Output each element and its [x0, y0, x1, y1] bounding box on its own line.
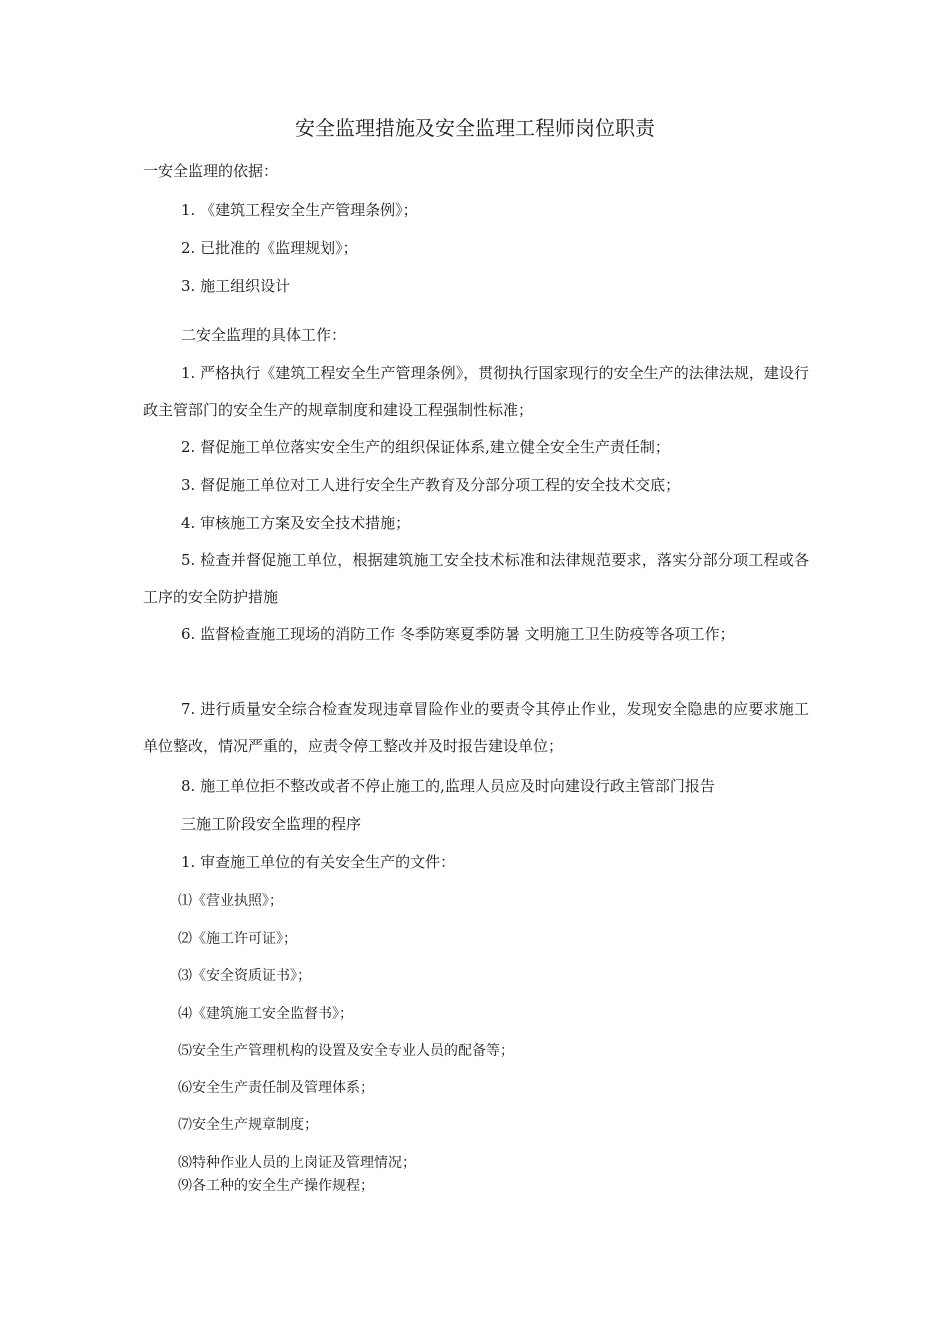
section-3-subitem-7: ⑺安全生产规章制度； [178, 1117, 318, 1133]
section-1-heading: 一安全监理的依据： [143, 162, 279, 180]
section-2-item-6: 6. 监督检查施工现场的消防工作 冬季防寒夏季防暑 文明施工卫生防疫等各项工作； [181, 625, 735, 643]
section-3-subitem-9: ⑼各工种的安全生产操作规程； [178, 1178, 374, 1194]
section-2-item-4: 4. 审核施工方案及安全技术措施； [181, 514, 411, 532]
section-1-item-2: 2. 已批准的《监理规划》； [181, 239, 358, 257]
page-title: 安全监理措施及安全监理工程师岗位职责 [295, 116, 655, 140]
section-3-subitem-1: ⑴《营业执照》； [178, 893, 283, 909]
section-3-subitem-5: ⑸安全生产管理机构的设置及安全专业人员的配备等； [178, 1043, 514, 1059]
section-3-subitem-4: ⑷《建筑施工安全监督书》； [178, 1006, 353, 1022]
section-3-subitem-8: ⑻特种作业人员的上岗证及管理情况； [178, 1155, 416, 1171]
section-3-heading: 三施工阶段安全监理的程序 [181, 815, 362, 833]
section-2-heading: 二安全监理的具体工作： [181, 326, 347, 344]
section-2-item-2: 2. 督促施工单位落实安全生产的组织保证体系,建立健全安全生产责任制； [181, 438, 670, 456]
section-2-item-3: 3. 督促施工单位对工人进行安全生产教育及分部分项工程的安全技术交底； [181, 476, 681, 494]
section-2-item-1: 1. 严格执行《建筑工程安全生产管理条例》，贯彻执行国家现行的安全生产的法律法规，建设行政主管部门的安全生产的规章制度和建设工程强制性标准； [143, 364, 809, 419]
section-2-item-8: 8. 施工单位拒不整改或者不停止施工的,监理人员应及时向建设行政主管部门报告 [181, 777, 715, 795]
section-3-item-1: 1. 审查施工单位的有关安全生产的文件： [181, 853, 456, 871]
section-3-subitem-3: ⑶《安全资质证书》； [178, 968, 311, 984]
section-1-item-3: 3. 施工组织设计 [181, 277, 291, 295]
section-1-item-1: 1. 《建筑工程安全生产管理条例》； [181, 201, 418, 219]
section-3-subitem-2: ⑵《施工许可证》； [178, 931, 297, 947]
section-3-subitem-6: ⑹安全生产责任制及管理体系； [178, 1080, 374, 1096]
section-2-item-5: 5. 检查并督促施工单位，根据建筑施工安全技术标准和法律规范要求，落实分部分项工程或各工序的安全防护措施 [143, 551, 809, 606]
section-2-item-7: 7. 进行质量安全综合检查发现违章冒险作业的要责令其停止作业，发现安全隐患的应要求施工单位整改，情况严重的，应责令停工整改并及时报告建设单位； [143, 700, 809, 755]
